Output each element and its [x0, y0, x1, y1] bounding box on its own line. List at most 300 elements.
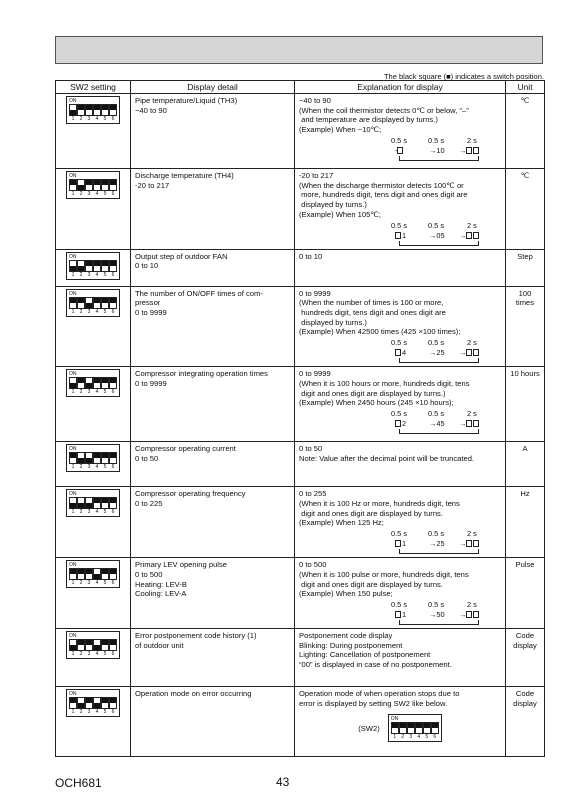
explanation-line: and temperature are displayed by turns.) — [299, 115, 438, 125]
explanation-line: (When the number of times is 100 or more, — [299, 298, 444, 308]
page-number: 43 — [276, 775, 290, 789]
timing-value-text: →45 — [429, 419, 445, 429]
explanation-cell — [295, 367, 506, 442]
display-detail-line: 0 to 9999 — [135, 308, 167, 318]
sw2-setting-cell — [56, 94, 131, 169]
dip-number: 4 — [95, 116, 99, 122]
explanation-line: digit and ones digit are displayed by turns.) — [299, 388, 446, 398]
explanation-line: (When the discharge thermistor detects 100℃ or — [299, 180, 464, 190]
timing-duration-label: 0.5 s — [391, 599, 408, 609]
unit-cell: ℃ — [506, 94, 545, 169]
sw2-setting-cell — [56, 487, 131, 558]
table-row — [56, 367, 545, 442]
dip-switch-2 — [77, 297, 85, 309]
timing-value — [395, 539, 406, 548]
explanation-line: 0 to 9999 — [299, 369, 331, 379]
display-detail-cell — [131, 628, 295, 686]
dip-number: 5 — [103, 389, 107, 396]
timing-value — [429, 348, 445, 357]
section-header-band — [55, 36, 543, 64]
dip-number: 5 — [103, 271, 107, 278]
dip-switch-3 — [85, 497, 93, 509]
timing-duration-label: 2 s — [467, 338, 477, 348]
dip-switch-4 — [93, 377, 101, 389]
dip-on-label: ON — [390, 716, 399, 723]
timing-duration-label: 2 s — [467, 529, 477, 539]
unit-cell: ℃ — [506, 169, 545, 250]
dip-number: 1 — [71, 464, 75, 471]
dip-switch-6 — [109, 639, 117, 651]
dip-switch-1 — [69, 104, 77, 116]
dip-switch-diagram — [66, 631, 120, 659]
unit-cell: 100 times — [506, 286, 545, 367]
dip-switch-2 — [77, 179, 85, 191]
timing-value-text: →25 — [429, 539, 445, 549]
dip-switch-5 — [423, 722, 431, 734]
display-detail-line: of outdoor unit — [135, 640, 184, 650]
timing-value — [459, 348, 480, 357]
sw2-setting-cell — [56, 686, 131, 756]
timing-value — [429, 231, 445, 240]
display-timing-diagram — [299, 529, 501, 555]
timing-duration-label: 0.5 s — [428, 599, 445, 609]
display-detail-line: Primary LEV opening pulse — [135, 560, 228, 570]
unit-cell: Code display — [506, 628, 545, 686]
timing-value — [429, 610, 445, 619]
dip-switch-2 — [77, 497, 85, 509]
digit-box-icon — [395, 540, 401, 547]
table-row — [56, 628, 545, 686]
repeat-loop-line — [399, 429, 479, 434]
dip-switch-1 — [69, 377, 77, 389]
dip-number: 3 — [87, 116, 91, 122]
dip-switch-diagram — [66, 252, 120, 280]
dip-switch-6 — [109, 104, 117, 116]
timing-value-text: 4 — [402, 348, 407, 358]
dip-switch-diagram — [66, 171, 120, 199]
dip-number: 6 — [111, 308, 115, 315]
dip-number: 6 — [111, 708, 115, 715]
header-sw2-setting: SW2 setting — [56, 81, 131, 94]
unit-cell: Pulse — [506, 558, 545, 629]
sw2-label: (SW2) — [358, 723, 380, 733]
dip-switch-2 — [77, 568, 85, 580]
dip-number: 3 — [87, 509, 91, 516]
dip-switch-4 — [415, 722, 423, 734]
dip-on-label: ON — [69, 173, 77, 179]
dip-switch-4 — [93, 497, 101, 509]
timing-value-text: →25 — [429, 348, 445, 358]
dip-switch-2 — [77, 697, 85, 709]
dip-number: 5 — [103, 464, 107, 471]
dip-switch-1 — [69, 297, 77, 309]
table-row — [56, 442, 545, 487]
timing-value — [395, 610, 406, 619]
dip-number: 1 — [71, 708, 75, 715]
explanation-line: (When it is 100 hours or more, hundreds digit, tens — [299, 378, 470, 388]
dip-switch-3 — [85, 452, 93, 464]
display-detail-line: Discharge temperature (TH4) — [135, 171, 234, 180]
table-header-row — [56, 81, 545, 94]
explanation-line: (Example) When 150 pulse; — [299, 589, 393, 599]
dip-number: 1 — [71, 271, 75, 278]
dip-number: 5 — [103, 708, 107, 715]
explanation-line: more, hundreds digit, tens digit and ones digit are — [299, 190, 468, 200]
display-detail-cell — [131, 558, 295, 629]
timing-value — [459, 419, 480, 428]
digit-box-icon — [473, 540, 479, 547]
explanation-line: Lighting: Cancellation of postponement — [299, 650, 431, 660]
explanation-line: −40 to 90 — [299, 96, 331, 105]
timing-value — [395, 419, 406, 428]
dip-switch-2 — [77, 377, 85, 389]
explanation-line: (When the coil thermistor detects 0℃ or below, “–” — [299, 105, 469, 115]
table-row — [56, 286, 545, 367]
dip-switch-diagram — [66, 369, 120, 397]
dip-switch-diagram — [66, 489, 120, 517]
dip-number: 6 — [111, 116, 115, 122]
sw2-setting-cell — [56, 628, 131, 686]
explanation-line: displayed by turns.) — [299, 317, 367, 327]
repeat-loop-line — [399, 620, 479, 625]
dip-switch-6 — [109, 179, 117, 191]
dip-switch-3 — [85, 377, 93, 389]
sw2-setting-cell — [56, 249, 131, 286]
sw2-setting-cell — [56, 286, 131, 367]
dip-number: 1 — [71, 509, 75, 516]
digit-box-icon — [466, 420, 472, 427]
timing-duration-label: 2 s — [467, 220, 477, 230]
display-detail-line: Cooling: LEV-A — [135, 589, 187, 599]
explanation-line: hundreds digit, tens digit and ones digit are — [299, 308, 446, 318]
repeat-loop-line — [399, 156, 479, 161]
dip-number: 5 — [103, 308, 107, 315]
dip-number: 2 — [79, 509, 83, 516]
timing-value-text: → — [459, 230, 467, 240]
document-code: OCH681 — [55, 776, 102, 790]
dip-switch-4 — [93, 260, 101, 272]
repeat-loop-line — [399, 358, 479, 363]
display-detail-line: 0 to 10 — [135, 261, 159, 271]
timing-value — [395, 146, 404, 155]
timing-value-text: → — [459, 419, 467, 429]
dip-switch-3 — [407, 722, 415, 734]
dip-switch-3 — [85, 297, 93, 309]
display-detail-line: Operation mode on error occurring — [135, 688, 252, 698]
timing-value-text: 1 — [402, 609, 407, 619]
dip-switch-4 — [93, 452, 101, 464]
unit-cell: A — [506, 442, 545, 487]
display-detail-line: 0 to 225 — [135, 498, 163, 508]
dip-number: 2 — [79, 464, 83, 471]
dip-switch-4 — [93, 179, 101, 191]
display-detail-line: 0 to 50 — [135, 453, 159, 463]
explanation-line: (Example) When −10℃; — [299, 125, 382, 135]
sw2-setting-example — [299, 714, 501, 742]
timing-duration-label: 0.5 s — [428, 135, 445, 145]
explanation-line: 0 to 500 — [299, 560, 327, 570]
dip-on-label: ON — [69, 371, 77, 378]
timing-duration-label: 0.5 s — [428, 529, 445, 539]
dip-switch-5 — [101, 639, 109, 651]
timing-duration-label: 0.5 s — [428, 409, 445, 419]
display-timing-diagram — [299, 338, 501, 364]
timing-duration-label: 0.5 s — [391, 135, 408, 145]
digit-box-icon — [466, 147, 472, 154]
display-detail-line: pressor — [135, 298, 161, 308]
display-detail-line: Heating: LEV-B — [135, 579, 187, 589]
dip-switch-3 — [85, 568, 93, 580]
dip-number: 6 — [111, 271, 115, 278]
explanation-line: digit and ones digit are displayed by turns. — [299, 579, 443, 589]
dip-on-label: ON — [69, 690, 77, 697]
dip-switch-5 — [101, 568, 109, 580]
dip-number: 6 — [111, 191, 115, 197]
dip-number: 3 — [87, 308, 91, 315]
timing-value-text: → — [459, 609, 467, 619]
dip-number: 5 — [103, 509, 107, 516]
table-row — [56, 487, 545, 558]
table-row — [56, 686, 545, 756]
dip-number: 3 — [87, 464, 91, 471]
dip-switch-2 — [77, 260, 85, 272]
dip-switch-2 — [77, 452, 85, 464]
dip-switch-3 — [85, 697, 93, 709]
dip-switch-3 — [85, 260, 93, 272]
dip-number: 1 — [393, 734, 397, 741]
sw2-setting-cell — [56, 442, 131, 487]
dip-switch-5 — [101, 297, 109, 309]
explanation-line: Postponement code display — [299, 630, 393, 640]
display-detail-cell — [131, 286, 295, 367]
table-row — [56, 558, 545, 629]
dip-on-label: ON — [69, 253, 77, 260]
digit-box-icon — [473, 147, 479, 154]
timing-value — [429, 419, 445, 428]
dip-number: 6 — [111, 580, 115, 587]
dip-number: 4 — [95, 580, 99, 587]
explanation-line: (Example) When 105℃; — [299, 209, 381, 219]
dip-number: 4 — [417, 734, 421, 741]
explanation-line: (Example) When 42500 times (425 ×100 times); — [299, 327, 461, 337]
dip-number: 4 — [95, 464, 99, 471]
dip-number: 3 — [87, 708, 91, 715]
explanation-line: (When it is 100 Hz or more, hundreds digit, tens — [299, 498, 460, 508]
explanation-cell — [295, 169, 506, 250]
explanation-cell — [295, 558, 506, 629]
timing-duration-label: 2 s — [467, 409, 477, 419]
timing-value-text: →10 — [429, 145, 445, 155]
display-timing-diagram — [299, 600, 501, 626]
dip-switch-1 — [69, 568, 77, 580]
digit-box-icon — [395, 232, 401, 239]
dip-number: 3 — [87, 191, 91, 197]
dip-number: 6 — [433, 734, 437, 741]
digit-box-icon — [395, 611, 401, 618]
explanation-line: (Example) When 2450 hours (245 ×10 hours); — [299, 398, 454, 408]
display-detail-cell — [131, 249, 295, 286]
dip-switch-4 — [93, 639, 101, 651]
digit-box-icon — [395, 420, 401, 427]
dip-switch-5 — [101, 260, 109, 272]
table-row — [56, 169, 545, 250]
dip-number: 4 — [95, 389, 99, 396]
dip-number: 2 — [79, 116, 83, 122]
sw2-setting-cell — [56, 169, 131, 250]
display-detail-cell — [131, 367, 295, 442]
dip-on-label: ON — [69, 446, 77, 453]
digit-box-icon — [473, 420, 479, 427]
display-detail-line: Output step of outdoor FAN — [135, 251, 228, 261]
dip-number: 4 — [95, 191, 99, 197]
dip-number: 3 — [87, 389, 91, 396]
sw2-setting-cell — [56, 367, 131, 442]
header-display-detail: Display detail — [131, 81, 295, 94]
dip-number: 3 — [87, 271, 91, 278]
dip-switch-2 — [77, 104, 85, 116]
dip-number: 3 — [87, 580, 91, 587]
dip-number: 1 — [71, 116, 75, 122]
timing-value-text: → — [459, 145, 467, 155]
timing-value — [429, 146, 445, 155]
dip-switch-1 — [69, 697, 77, 709]
timing-duration-label: 0.5 s — [391, 409, 408, 419]
dip-number: 4 — [95, 271, 99, 278]
explanation-line: digit and ones digit are displayed by turns. — [299, 508, 443, 518]
dip-switch-4 — [93, 297, 101, 309]
sw2-settings-table — [55, 80, 545, 757]
dip-number: 3 — [87, 650, 91, 657]
explanation-line: Note: Value after the decimal point will be truncated. — [299, 453, 475, 463]
dip-switch-1 — [69, 497, 77, 509]
timing-value — [395, 348, 406, 357]
dip-number: 3 — [409, 734, 413, 741]
dip-number: 2 — [79, 308, 83, 315]
dip-number: 1 — [71, 308, 75, 315]
explanation-cell — [295, 286, 506, 367]
dip-number: 4 — [95, 708, 99, 715]
dip-number: 2 — [401, 734, 405, 741]
dip-switch-5 — [101, 697, 109, 709]
dip-switch-5 — [101, 377, 109, 389]
display-detail-line: Compressor operating frequency — [135, 489, 246, 499]
explanation-line: “00” is displayed in case of no postponement. — [299, 660, 452, 670]
display-detail-line: Error postponement code history (1) — [135, 630, 257, 640]
explanation-line: 0 to 50 — [299, 444, 323, 454]
dip-number: 6 — [111, 509, 115, 516]
dip-switch-diagram — [66, 689, 120, 717]
explanation-line: error is displayed by setting SW2 like below. — [299, 698, 448, 708]
dip-number: 2 — [79, 271, 83, 278]
dip-number: 6 — [111, 464, 115, 471]
dip-switch-6 — [109, 497, 117, 509]
dip-number: 5 — [103, 580, 107, 587]
display-detail-line: Pipe temperature/Liquid (TH3) — [135, 96, 238, 105]
dip-on-label: ON — [69, 632, 77, 639]
display-detail-cell — [131, 442, 295, 487]
explanation-cell — [295, 94, 506, 169]
dip-switch-6 — [109, 568, 117, 580]
digit-box-icon — [466, 540, 472, 547]
dip-switch-1 — [69, 639, 77, 651]
timing-duration-label: 0.5 s — [428, 220, 445, 230]
dip-switch-2 — [77, 639, 85, 651]
dip-number: 6 — [111, 650, 115, 657]
dip-switch-1 — [69, 452, 77, 464]
timing-duration-label: 2 s — [467, 135, 477, 145]
timing-duration-label: 0.5 s — [391, 220, 408, 230]
dip-number: 2 — [79, 580, 83, 587]
unit-cell: 10 hours — [506, 367, 545, 442]
dip-number: 2 — [79, 191, 83, 197]
timing-value — [459, 539, 480, 548]
dip-number: 5 — [103, 650, 107, 657]
timing-duration-label: 0.5 s — [428, 338, 445, 348]
timing-value — [459, 146, 480, 155]
timing-value — [459, 610, 480, 619]
dip-switch-4 — [93, 104, 101, 116]
explanation-line: (Example) When 125 Hz; — [299, 518, 384, 528]
dip-switch-4 — [93, 568, 101, 580]
timing-value — [429, 539, 445, 548]
timing-value-text: →50 — [429, 609, 445, 619]
dip-switch-2 — [399, 722, 407, 734]
dip-switch-5 — [101, 104, 109, 116]
display-detail-line: The number of ON/OFF times of com- — [135, 288, 263, 298]
explanation-line: Blinking: During postponement — [299, 640, 403, 650]
display-timing-diagram — [299, 221, 501, 247]
dip-number: 4 — [95, 308, 99, 315]
dip-switch-3 — [85, 639, 93, 651]
dip-on-label: ON — [69, 491, 77, 498]
explanation-cell — [295, 487, 506, 558]
display-detail-cell — [131, 94, 295, 169]
timing-duration-label: 0.5 s — [391, 338, 408, 348]
digit-box-icon — [466, 611, 472, 618]
dip-number: 4 — [95, 509, 99, 516]
digit-box-icon — [466, 232, 472, 239]
dip-number: 2 — [79, 650, 83, 657]
timing-duration-label: 0.5 s — [391, 529, 408, 539]
dip-switch-5 — [101, 179, 109, 191]
dip-switch-6 — [431, 722, 439, 734]
dip-switch-diagram — [66, 96, 120, 124]
dip-number: 6 — [111, 389, 115, 396]
dip-number: 5 — [103, 116, 107, 122]
display-detail-line: Compressor operating current — [135, 444, 236, 454]
explanation-cell — [295, 249, 506, 286]
display-detail-line: -20 to 217 — [135, 180, 170, 190]
dip-switch-diagram — [388, 714, 442, 742]
digit-box-icon — [473, 611, 479, 618]
timing-value — [395, 231, 406, 240]
dip-number: 1 — [71, 389, 75, 396]
unit-cell: Code display — [506, 686, 545, 756]
display-detail-line: Compressor integrating operation times — [135, 369, 268, 379]
dip-on-label: ON — [69, 562, 77, 569]
explanation-line: Operation mode of when operation stops due to — [299, 688, 460, 698]
digit-box-icon — [466, 349, 472, 356]
explanation-line: -20 to 217 — [299, 171, 334, 180]
dip-number: 1 — [71, 191, 75, 197]
explanation-line: displayed by turns.) — [299, 200, 367, 210]
unit-cell: Hz — [506, 487, 545, 558]
explanation-line: 0 to 9999 — [299, 288, 331, 298]
timing-value-text: → — [459, 539, 467, 549]
table-row — [56, 94, 545, 169]
display-timing-diagram — [299, 409, 501, 435]
dip-switch-diagram — [66, 289, 120, 317]
